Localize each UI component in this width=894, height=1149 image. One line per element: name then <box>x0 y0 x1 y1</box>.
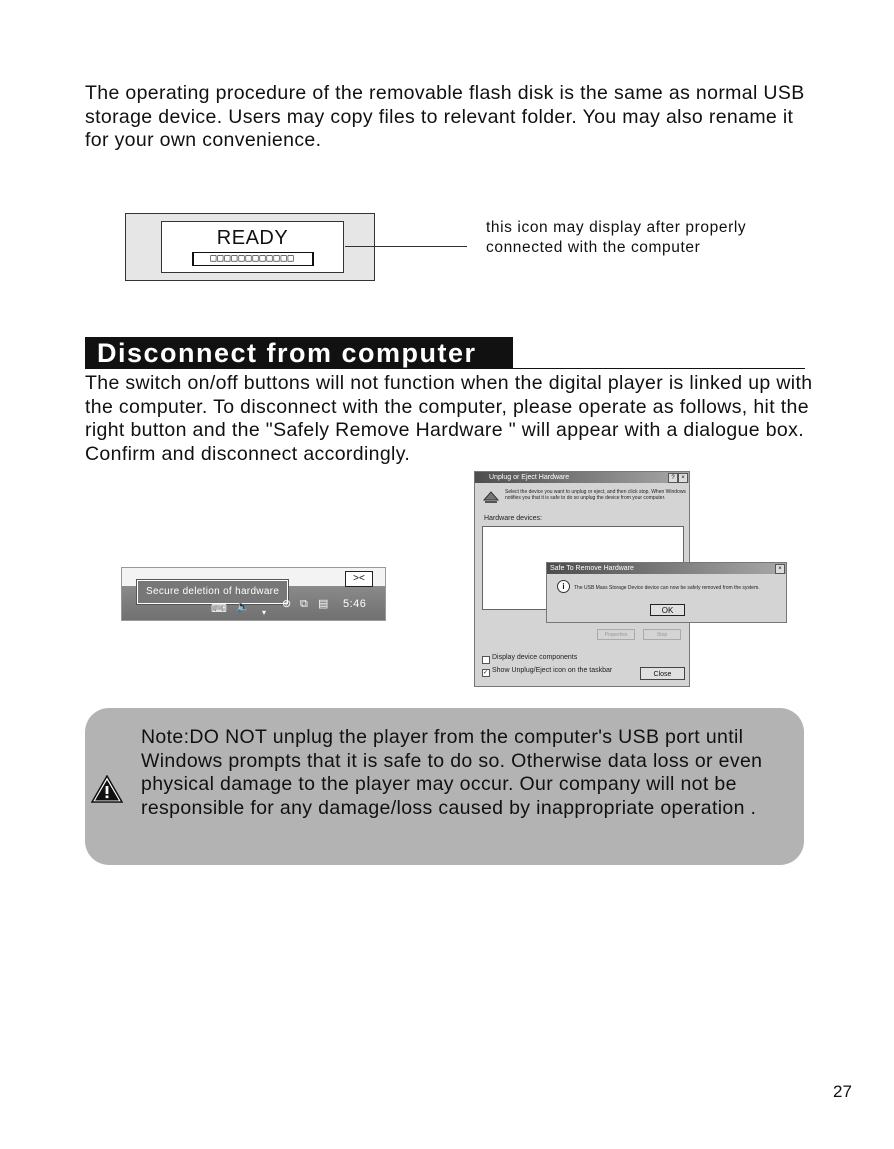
unplug-instructions: Select the device you want to unplug or eject, and then click stop. When Windows notifies you that it is safe to do so unplug the device from your computer. <box>505 489 686 501</box>
usb-device-icon[interactable]: ⧉ <box>300 598 308 610</box>
unplug-dialog-titlebar <box>475 472 689 483</box>
eject-hardware-icon <box>482 488 500 504</box>
monitor-icon[interactable]: ▤ <box>318 598 329 610</box>
arrow-down-icon[interactable]: ▾ <box>262 608 267 617</box>
callout-line <box>345 246 467 247</box>
display-components-label: Display device components <box>492 654 578 661</box>
safe-dialog-title: Safe To Remove Hardware <box>550 565 634 572</box>
disconnect-paragraph: The switch on/off buttons will not function when the digital player is linked up with the computer. To disconnect with the computer, please operate as follows, hit the right button and the "Safely Remove Hardware " will appear with a dialogue box. Confirm and disconnect accordingly. <box>85 372 813 465</box>
keyboard-icon[interactable]: ⌨ <box>211 603 227 615</box>
display-components-checkbox[interactable] <box>482 656 490 664</box>
ready-display-screen <box>161 221 344 273</box>
safe-to-remove-dialog <box>546 562 787 623</box>
help-button[interactable]: ? <box>668 473 678 483</box>
show-icon-label: Show Unplug/Eject icon on the taskbar <box>492 667 613 674</box>
info-icon: i <box>557 580 570 593</box>
unplug-dialog-title: Unplug or Eject Hardware <box>489 474 570 481</box>
safely-remove-hardware-icon[interactable]: ⊛ <box>282 598 292 610</box>
warning-icon <box>91 775 123 803</box>
stop-button[interactable]: Stop <box>643 629 681 640</box>
ready-label: READY <box>216 227 289 249</box>
ok-button[interactable]: OK <box>650 604 685 616</box>
heading-underline <box>513 368 805 369</box>
ready-callout-text: this icon may display after properly connected with the computer <box>486 219 747 256</box>
taskbar-clock: 5:46 <box>343 598 367 610</box>
safe-dialog-titlebar <box>547 563 786 574</box>
page-number: 27 <box>833 1082 852 1101</box>
warning-note-text: Note:DO NOT unplug the player from the computer's USB port until Windows prompts that it is safe to do so. Otherwise data loss or even physical damage to the player may occur. Our company will not be responsible for any damage/loss caused by inappropriate operation . <box>141 726 763 819</box>
properties-button[interactable]: Properties <box>597 629 635 640</box>
speaker-icon[interactable]: 🔈 <box>236 601 250 613</box>
hardware-devices-label: Hardware devices: <box>484 515 542 522</box>
ready-progress-bar: □□□□□□□□□□□□ <box>192 252 314 266</box>
network-icon[interactable]: >< <box>345 571 373 587</box>
intro-paragraph: The operating procedure of the removable flash disk is the same as normal USB storage device. Users may copy files to relevant folder. You may also rename it for your own convenience. <box>85 82 805 151</box>
close-button[interactable]: Close <box>640 667 685 680</box>
show-icon-checkbox[interactable]: ✓ <box>483 670 489 676</box>
dialog-close-button[interactable]: × <box>678 473 688 483</box>
safely-remove-tooltip: Secure deletion of hardware <box>137 580 288 604</box>
safe-remove-message: The USB Mass Storage Device device can now be safely removed from the system. <box>574 585 760 591</box>
section-heading: Disconnect from computer <box>97 338 477 368</box>
safe-dialog-close-button[interactable]: × <box>775 564 785 574</box>
